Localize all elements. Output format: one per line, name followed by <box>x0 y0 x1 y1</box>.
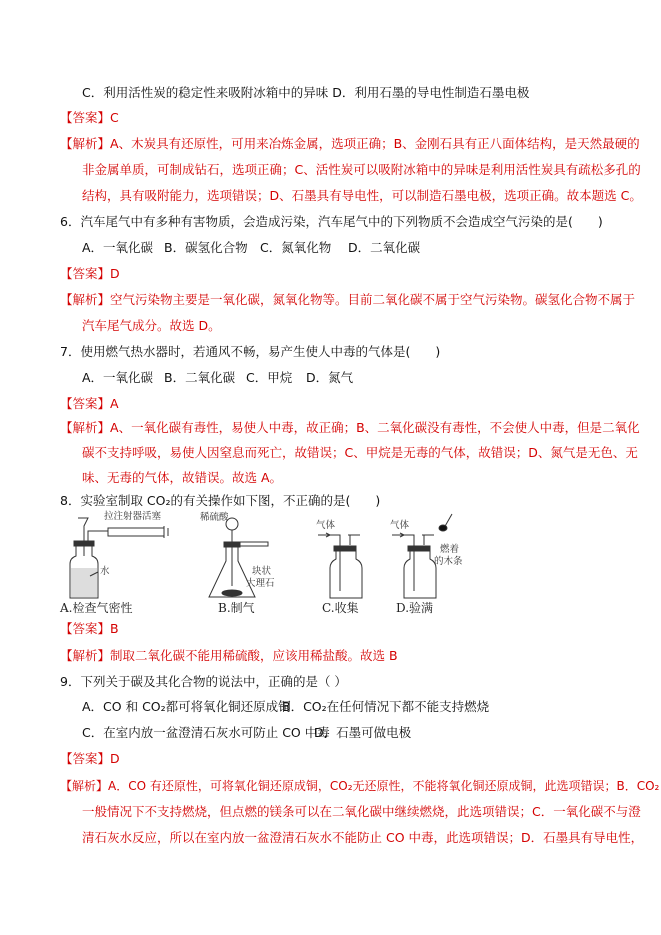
analysis-text: A、一氧化碳有毒性，易使人中毒，故正确；B、二氧化碳没有毒性，不会使人中毒，但是二氧化 <box>110 420 640 435</box>
label-syringe: 拉注射器活塞 <box>104 511 162 522</box>
analysis-label: 【解析】 <box>60 420 111 435</box>
apparatus-a-airtightness <box>59 510 168 615</box>
q7-question: 7．使用燃气热水器时，若通风不畅，易产生使人中毒的气体是( ) <box>60 344 441 359</box>
q7-analysis <box>60 420 640 436</box>
answer-value: A <box>110 396 119 411</box>
option-a: A．一氧化碳 <box>82 370 154 385</box>
q6-options <box>82 240 420 256</box>
q6-answer <box>60 266 120 282</box>
caption-b: B.制气 <box>218 601 255 615</box>
option-d: D．石墨可做电极 <box>314 725 412 740</box>
label-burning-stick: 的木条 <box>434 556 463 567</box>
option-d: D．二氧化碳 <box>348 240 421 255</box>
apparatus-b-generation <box>200 511 275 615</box>
q7-answer <box>60 396 119 412</box>
answer-label: 【答案】 <box>60 266 111 281</box>
caption-c: C.收集 <box>322 601 359 615</box>
co2-apparatus-figure <box>60 508 463 620</box>
q6-analysis-line: 汽车尾气成分。故选 D。 <box>82 318 221 333</box>
q9-analysis <box>60 778 659 794</box>
q5-option-line: C．利用活性炭的稳定性来吸附冰箱中的异味 D．利用石墨的导电性制造石墨电极 <box>82 85 530 100</box>
analysis-label: 【解析】 <box>60 136 111 151</box>
option-c: C．在室内放一盆澄清石灰水可防止 CO 中毒 <box>82 725 330 740</box>
label-gas: 气体 <box>316 520 336 531</box>
answer-value: D <box>110 266 120 281</box>
label-marble: 块状 <box>252 566 272 577</box>
option-b: B．二氧化碳 <box>164 370 236 385</box>
q6-analysis <box>60 292 635 308</box>
q9-analysis-line: 一般情况下不支持燃烧，但点燃的镁条可以在二氧化碳中继续燃烧，此选项错误；C．一氧化碳不与澄 <box>82 804 641 819</box>
analysis-text: A．CO 有还原性，可将氧化铜还原成铜，CO₂无还原性，不能将氧化铜还原成铜，此选项错误；B．CO₂ <box>108 779 660 793</box>
answer-label: 【答案】 <box>60 110 111 125</box>
answer-value: B <box>110 621 119 636</box>
answer-label: 【答案】 <box>60 621 111 636</box>
q5-answer <box>60 110 119 126</box>
option-d: D．氮气 <box>306 370 354 385</box>
q8-answer <box>60 621 119 637</box>
apparatus-c-collection <box>316 519 362 615</box>
q7-options <box>82 370 353 386</box>
option-b: B．CO₂在任何情况下都不能支持燃烧 <box>282 699 490 714</box>
q5-analysis-line: 非金属单质，可制成钻石，选项正确；C、活性炭可以吸附冰箱中的异味是利用活性炭具有疏松多孔的 <box>82 162 641 177</box>
caption-d: D.验满 <box>396 601 434 615</box>
analysis-text: 空气污染物主要是一氧化碳，氮氧化物等。目前二氧化碳不属于空气污染物。碳氢化合物不属于 <box>110 292 636 307</box>
label-burning-stick: 燃着 <box>440 544 460 555</box>
answer-label: 【答案】 <box>60 396 111 411</box>
caption-a: A.检查气密性 <box>60 601 133 615</box>
option-a: A．CO 和 CO₂都可将氧化铜还原成铜 <box>82 699 291 714</box>
option-a: A．一氧化碳 <box>82 240 154 255</box>
option-c: C．甲烷 <box>246 370 293 385</box>
label-water: 水 <box>100 566 110 577</box>
q6-question: 6．汽车尾气中有多种有害物质，会造成污染，汽车尾气中的下列物质不会造成空气污染的是( ) <box>60 214 603 229</box>
q8-question: 8．实验室制取 CO₂的有关操作如下图，不正确的是( ) <box>60 493 381 508</box>
q7-analysis-line: 碳不支持呼吸，易使人因窒息而死亡，故错误；C、甲烷是无毒的气体，故错误；D、氮气是无色、无 <box>82 445 638 460</box>
answer-label: 【答案】 <box>60 751 111 766</box>
option-b: B．碳氢化合物 <box>164 240 248 255</box>
q9-answer <box>60 751 120 767</box>
analysis-label: 【解析】 <box>60 292 111 307</box>
q9-options-row2 <box>82 725 411 741</box>
q5-analysis-line: 结构，具有吸附能力，选项错误；D、石墨具有导电性，可以制造石墨电极，选项正确。故本题选 C。 <box>82 188 642 203</box>
q9-question: 9．下列关于碳及其化合物的说法中，正确的是（ ） <box>60 674 347 689</box>
analysis-label: 【解析】 <box>60 648 111 663</box>
q5-analysis <box>60 136 640 152</box>
q7-analysis-line: 味、无毒的气体，故错误。故选 A。 <box>82 470 283 485</box>
analysis-text: A、木炭具有还原性，可用来冶炼金属，选项正确；B、金刚石具有正八面体结构，是天然最硬的 <box>110 136 640 151</box>
q9-analysis-line: 清石灰水反应，所以在室内放一盆澄清石灰水不能防止 CO 中毒，此选项错误；D．石墨具有导电性， <box>82 830 644 845</box>
q9-options-row1 <box>82 699 489 715</box>
q8-analysis <box>60 648 398 664</box>
label-acid: 稀硫酸 <box>200 512 229 523</box>
apparatus-d-full-test <box>390 514 463 615</box>
answer-value: C <box>110 110 119 125</box>
analysis-text: 制取二氧化碳不能用稀硫酸，应该用稀盐酸。故选 B <box>110 648 398 663</box>
analysis-label: 【解析】 <box>60 779 109 793</box>
option-c: C．氮氧化物 <box>260 240 332 255</box>
answer-value: D <box>110 751 120 766</box>
label-marble: 大理石 <box>246 578 275 589</box>
label-gas: 气体 <box>390 520 410 531</box>
